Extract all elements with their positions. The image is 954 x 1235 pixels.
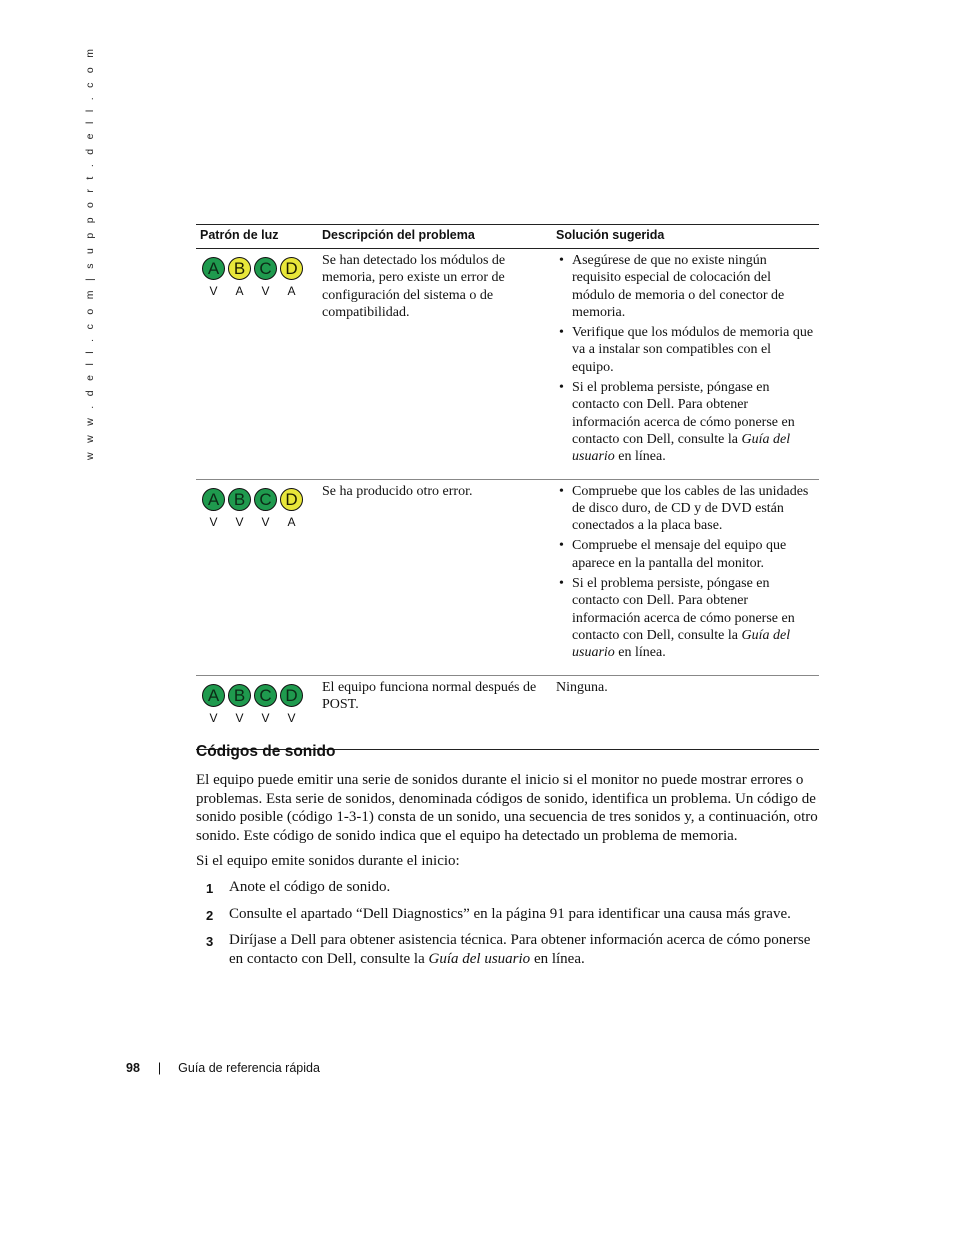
solution-item: • Verifique que los módulos de memoria que va a instalar son compatibles con el equipo. bbox=[572, 324, 815, 376]
table-row bbox=[196, 675, 819, 749]
suggested-solution bbox=[552, 479, 819, 675]
light-pattern bbox=[202, 684, 314, 707]
table-header-row bbox=[196, 225, 819, 249]
footer-title: Guía de referencia rápida bbox=[178, 1061, 320, 1075]
light-code: V bbox=[209, 514, 218, 529]
diagnostic-light-a: A bbox=[202, 257, 225, 280]
diagnostic-light-d: D bbox=[280, 257, 303, 280]
step-number: 1 bbox=[206, 880, 214, 896]
light-codes bbox=[202, 710, 314, 727]
light-code: V bbox=[209, 710, 218, 725]
step-text: Diríjase a Dell para obtener asistencia técnica. Para obtener información acerca de cómo ponerse en contacto con Dell, consulte la Guía del usuario en línea. bbox=[229, 932, 811, 967]
diagnostic-light-b: B bbox=[228, 684, 251, 707]
diagnostic-light-b: B bbox=[228, 257, 251, 280]
section-body bbox=[196, 771, 819, 974]
problem-description: El equipo funciona normal después de POST. bbox=[318, 675, 552, 749]
diagnostic-light-c: C bbox=[254, 684, 277, 707]
light-code: V bbox=[209, 284, 218, 298]
paragraph: Si el equipo emite sonidos durante el inicio: bbox=[196, 853, 460, 870]
steps-list bbox=[196, 878, 819, 968]
light-codes bbox=[202, 514, 314, 531]
diagnostic-light-c: C bbox=[254, 488, 277, 511]
list-item bbox=[196, 931, 819, 968]
light-code: V bbox=[261, 710, 270, 725]
list-item bbox=[196, 905, 819, 926]
header-light-pattern: Patrón de luz bbox=[196, 225, 318, 249]
diagnostic-light-d: D bbox=[280, 488, 303, 511]
solution-item: • Si el problema persiste, póngase en contacto con Dell. Para obtener información acerca de cómo ponerse en contacto con Dell, consulte la Guía del usuario en línea. bbox=[572, 379, 815, 465]
header-suggested-solution: Solución sugerida bbox=[552, 225, 819, 249]
light-pattern bbox=[202, 257, 314, 280]
light-code: V bbox=[287, 710, 296, 725]
solution-item: • Compruebe el mensaje del equipo que aparece en la pantalla del monitor. bbox=[572, 537, 815, 572]
solution-item: • Asegúrese de que no existe ningún requisito especial de colocación del módulo de memoria o del conector de memoria. bbox=[572, 252, 815, 321]
problem-description: Se han detectado los módulos de memoria, pero existe un error de configuración del sistema o de compatibilidad. bbox=[318, 249, 552, 480]
step-text: Consulte el apartado “Dell Diagnostics” en la página 91 para identificar una causa más grave. bbox=[229, 905, 791, 922]
light-code: V bbox=[261, 284, 270, 298]
light-pattern-cell bbox=[196, 675, 318, 749]
diagnostic-light-a: A bbox=[202, 488, 225, 511]
diagnostic-light-d: D bbox=[280, 684, 303, 707]
light-pattern-cell bbox=[196, 249, 318, 480]
page-number: 98 bbox=[126, 1061, 140, 1075]
solution-item: • Si el problema persiste, póngase en contacto con Dell. Para obtener información acerca de cómo ponerse en contacto con Dell, consulte la Guía del usuario en línea. bbox=[572, 575, 815, 661]
diagnostic-light-b: B bbox=[228, 488, 251, 511]
page-footer bbox=[126, 1061, 320, 1075]
suggested-solution: Ninguna. bbox=[552, 675, 819, 749]
list-item bbox=[196, 878, 819, 899]
light-code: V bbox=[235, 514, 244, 529]
footer-separator: | bbox=[157, 1061, 162, 1075]
light-code: A bbox=[287, 514, 296, 529]
light-pattern bbox=[202, 488, 314, 511]
light-pattern-cell bbox=[196, 479, 318, 675]
step-number: 3 bbox=[206, 934, 214, 950]
light-code: A bbox=[287, 284, 296, 298]
solution-item: • Compruebe que los cables de las unidades de disco duro, de CD y de DVD están conectados a la placa base. bbox=[572, 483, 815, 535]
diagnostic-light-a: A bbox=[202, 684, 225, 707]
section-title: Códigos de sonido bbox=[196, 743, 336, 760]
problem-description: Se ha producido otro error. bbox=[318, 479, 552, 675]
side-url: w w w . d e l l . c o m | s u p p o r t . d e l l . c o m bbox=[84, 45, 96, 460]
table-row bbox=[196, 479, 819, 675]
suggested-solution bbox=[552, 249, 819, 480]
light-code: V bbox=[235, 710, 244, 725]
diagnostic-light-c: C bbox=[254, 257, 277, 280]
diagnostic-lights-table bbox=[196, 224, 819, 750]
header-problem-description: Descripción del problema bbox=[318, 225, 552, 249]
light-codes bbox=[202, 283, 314, 300]
light-code: V bbox=[261, 514, 270, 529]
light-code: A bbox=[235, 284, 244, 298]
paragraph: El equipo puede emitir una serie de sonidos durante el inicio si el monitor no puede mostrar errores o problemas. Esta serie de sonidos, denominada códigos de sonido, identifica un problema. Un código de sonido posible (código 1-3-1) consta de un sonido, una secuencia de tres sonidos y, a continuación, otro sonido. Este código de sonido indica que el equipo ha detectado un problema de memoria. bbox=[196, 772, 818, 844]
step-text: Anote el código de sonido. bbox=[229, 878, 391, 895]
table-row bbox=[196, 249, 819, 480]
step-number: 2 bbox=[206, 907, 214, 923]
